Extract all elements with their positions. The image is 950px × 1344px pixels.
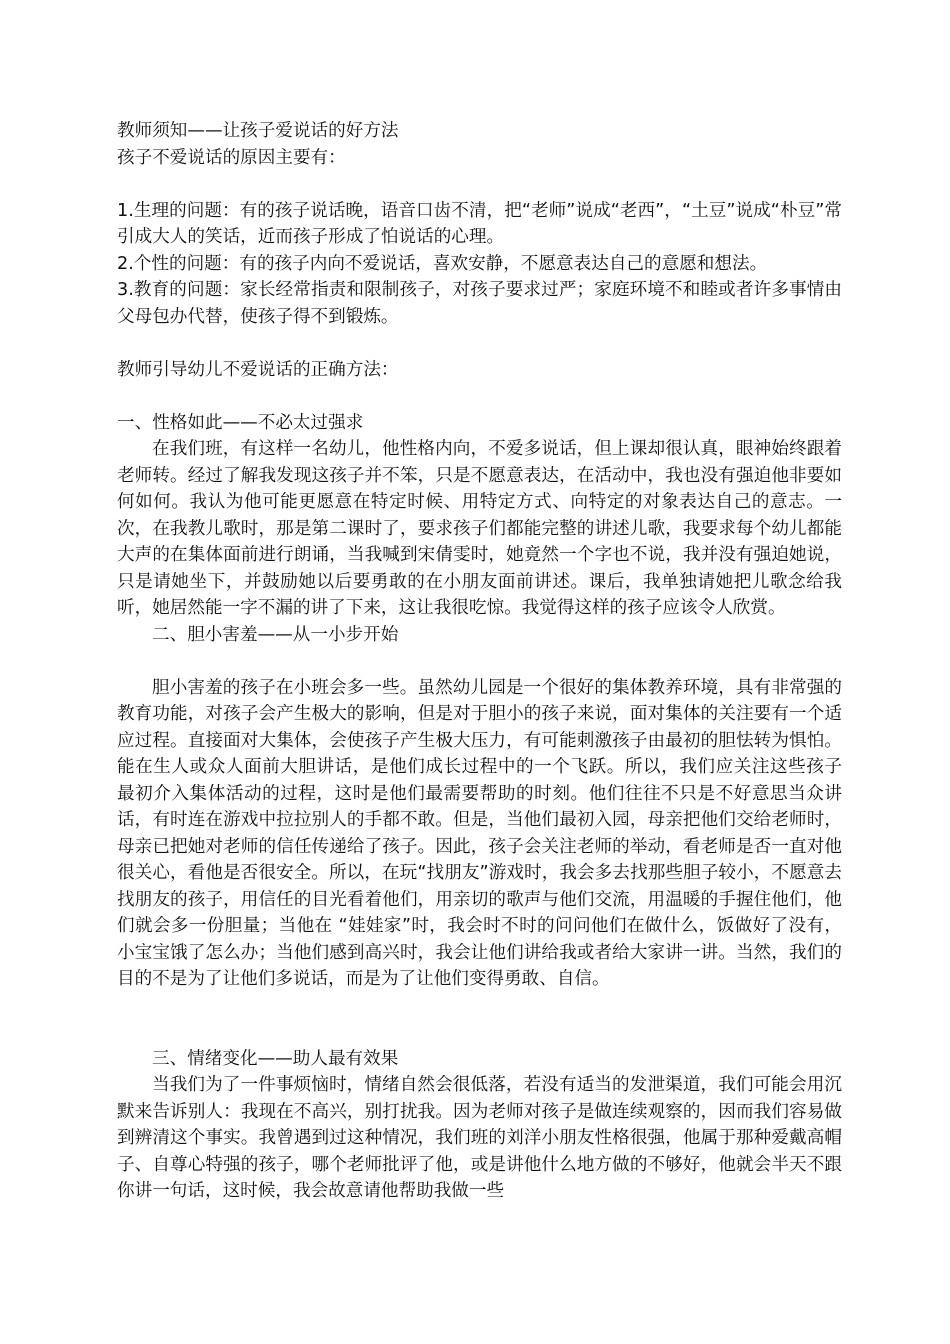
spacer (117, 330, 842, 357)
reason-item-3: 3.教育的问题：家长经常指责和限制孩子，对孩子要求过严；家庭环境不和睦或者许多事情由父母包办代替，使孩子得不到锻炼。 (117, 280, 842, 327)
section-1-heading: 一、性格如此——不必太过强求 (117, 412, 364, 433)
document-page (117, 118, 842, 1205)
spacer (117, 993, 842, 1046)
methods-heading: 教师引导幼儿不爱说话的正确方法： (117, 359, 399, 380)
spacer (117, 648, 842, 675)
section-3-heading: 三、情绪变化——助人最有效果 (152, 1048, 399, 1069)
section-3-body: 当我们为了一件事烦恼时，情绪自然会很低落，若没有适当的发泄渠道，我们可能会用沉默来告诉别人：我现在不高兴，别打扰我。因为老师对孩子是做连续观察的，因而我们容易做到辨清这个事实。我曾遇到过这种情况，我们班的刘洋小朋友性格很强，他属于那种爱戴高帽子、自尊心特强的孩子，哪个老师批评了他，或是讲他什么地方做的不够好，他就会半天不跟你讲一句话，这时候，我会故意请他帮助我做一些 (117, 1075, 842, 1201)
section-1-body: 在我们班，有这样一名幼儿，他性格内向，不爱多说话，但上课却很认真，眼神始终跟着老师转。经过了解我发现这孩子并不笨，只是不愿意表达，在活动中，我也没有强迫他非要如何如何。我认为他可能更愿意在特定时候、用特定方式、向特定的对象表达自己的意志。一次，在我教儿歌时，那是第二课时了，要求孩子们都能完整的讲述儿歌，我要求每个幼儿都能大声的在集体面前进行朗诵，当我喊到宋倩雯时，她竟然一个字也不说，我并没有强迫她说，只是请她坐下，并鼓励她以后要勇敢的在小朋友面前讲述。课后，我单独请她把儿歌念给我听，她居然能一字不漏的讲了下来，这让我很吃惊。我觉得这样的孩子应该令人欣赏。 (117, 439, 842, 618)
reason-item-2: 2.个性的问题：有的孩子内向不爱说话，喜欢安静，不愿意表达自己的意愿和想法。 (117, 253, 768, 274)
reason-item-1: 1.生理的问题：有的孩子说话晚，语音口齿不清，把“老师”说成“老西”，“土豆”说成“朴豆”常引成大人的笑话，近而孩子形成了怕说话的心理。 (117, 200, 842, 247)
document-title: 教师须知——让孩子爱说话的好方法 (117, 121, 399, 141)
section-2-heading: 二、胆小害羞——从一小步开始 (152, 624, 399, 645)
section-2-body: 胆小害羞的孩子在小班会多一些。虽然幼儿园是一个很好的集体教养环境，具有非常强的教育功能，对孩子会产生极大的影响，但是对于胆小的孩子来说，面对集体的关注要有一个适应过程。直接面对大集体，会使孩子产生极大压力，有可能刺激孩子由最初的胆怯转为惧怕。能在生人或众人面前大胆讲话，是他们成长过程中的一个飞跃。所以，我们应关注这些孩子 最初介入集体活动的过程，这时是他们最需要帮助的时刻。他们往往不只是不好意思当众讲话，有时连在游戏中拉拉别人的手都不敢。但是，当他们最初入园，母亲把他们交给老师时，母亲已把她对老师的信任传递给了孩子。因此，孩子会关注老师的举动，看老师是否一直对他很关心，看他是否很安全。所以，在玩“找朋友”游戏时，我会多去找那些胆子较小，不愿意去找朋友的孩子，用信任的目光看着他们，用亲切的歌声与他们交流，用温暖的手握住他们，他们就会多一份胆量；当他在 “娃娃家”时，我会时不时的问问他们在做什么，饭做好了没有，小宝宝饿了怎么办；当他们感到高兴时，我会让他们讲给我或者给大家讲一讲。当然，我们的目的不是为了让他们多说话，而是为了让他们变得勇敢、自信。 (117, 677, 842, 989)
spacer (117, 383, 842, 410)
spacer (117, 171, 842, 198)
reasons-heading: 孩子不爱说话的原因主要有： (117, 147, 346, 168)
